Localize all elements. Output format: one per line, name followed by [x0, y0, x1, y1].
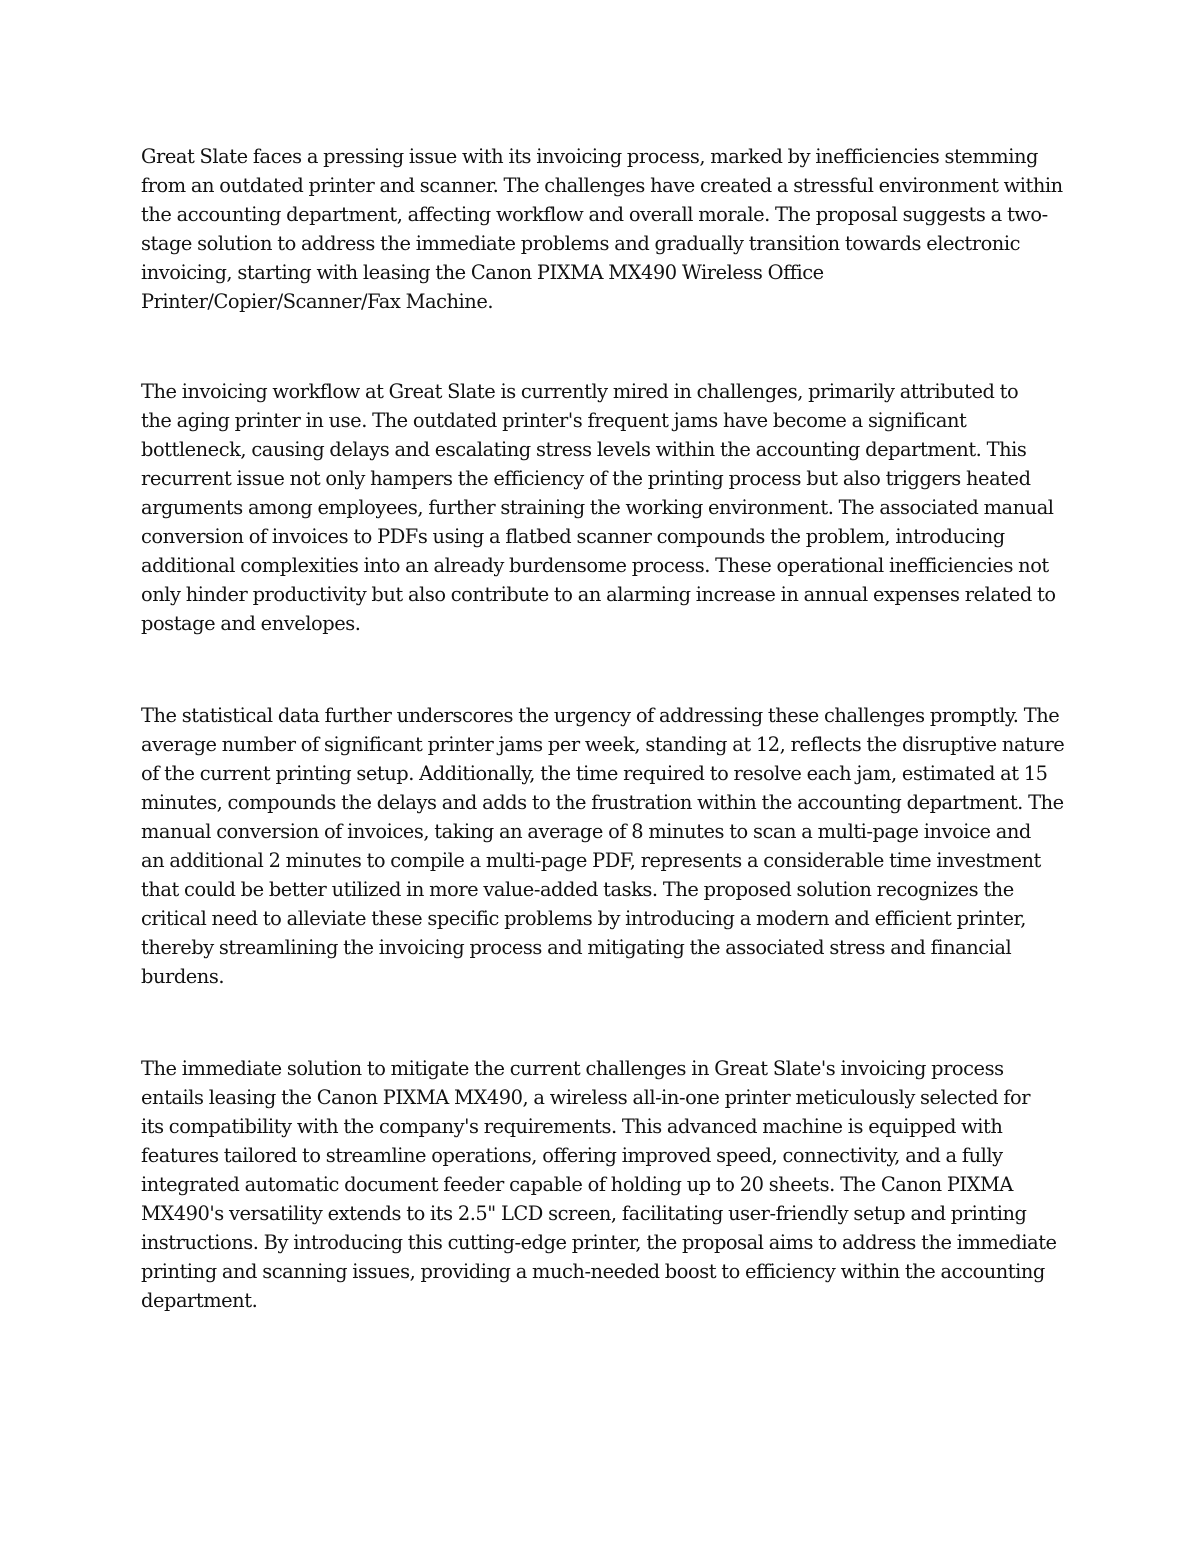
- text-line: an additional 2 minutes to compile a multi-page PDF, represents a considerable time investment: [141, 849, 1041, 872]
- text-line: printing and scanning issues, providing a much-needed boost to efficiency within the accounting: [141, 1260, 1045, 1283]
- text-line: manual conversion of invoices, taking an average of 8 minutes to scan a multi-page invoice and: [141, 820, 1031, 843]
- text-line: only hinder productivity but also contribute to an alarming increase in annual expenses related to: [141, 583, 1056, 606]
- text-line: integrated automatic document feeder capable of holding up to 20 sheets. The Canon PIXMA: [141, 1173, 1013, 1196]
- text-line: from an outdated printer and scanner. The challenges have created a stressful environment within: [141, 174, 1063, 197]
- paragraph-immediate-solution: [141, 1054, 1059, 1315]
- text-line: that could be better utilized in more value-added tasks. The proposed solution recognizes the: [141, 878, 1014, 901]
- text-line: The statistical data further underscores the urgency of addressing these challenges promptly. The: [141, 704, 1060, 727]
- text-line: its compatibility with the company's requirements. This advanced machine is equipped with: [141, 1115, 1003, 1138]
- text-line: thereby streamlining the invoicing process and mitigating the associated stress and financial: [141, 936, 1012, 959]
- text-line: minutes, compounds the delays and adds to the frustration within the accounting department. The: [141, 791, 1064, 814]
- text-line: recurrent issue not only hampers the efficiency of the printing process but also triggers heated: [141, 467, 1031, 490]
- text-line: invoicing, starting with leasing the Canon PIXMA MX490 Wireless Office: [141, 261, 824, 284]
- text-line: additional complexities into an already burdensome process. These operational inefficiencies not: [141, 554, 1049, 577]
- paragraph-introduction: [141, 142, 1063, 316]
- text-line: critical need to alleviate these specific problems by introducing a modern and efficient printer,: [141, 907, 1026, 930]
- text-line: Printer/Copier/Scanner/Fax Machine.: [141, 290, 494, 313]
- text-line: MX490's versatility extends to its 2.5" LCD screen, facilitating user-friendly setup and printing: [141, 1202, 1027, 1225]
- text-line: The invoicing workflow at Great Slate is currently mired in challenges, primarily attributed to: [141, 380, 1019, 403]
- text-line: the accounting department, affecting workflow and overall morale. The proposal suggests a two-: [141, 203, 1048, 226]
- text-line: features tailored to streamline operations, offering improved speed, connectivity, and a fully: [141, 1144, 1003, 1167]
- text-line: instructions. By introducing this cutting-edge printer, the proposal aims to address the immediate: [141, 1231, 1057, 1254]
- text-line: bottleneck, causing delays and escalating stress levels within the accounting department. This: [141, 438, 1027, 461]
- text-line: arguments among employees, further straining the working environment. The associated manual: [141, 496, 1054, 519]
- text-line: entails leasing the Canon PIXMA MX490, a wireless all-in-one printer meticulously selected for: [141, 1086, 1031, 1109]
- text-line: postage and envelopes.: [141, 612, 361, 635]
- text-line: stage solution to address the immediate problems and gradually transition towards electronic: [141, 232, 1020, 255]
- text-line: burdens.: [141, 965, 225, 988]
- paragraph-workflow-challenges: [141, 377, 1059, 638]
- text-line: Great Slate faces a pressing issue with its invoicing process, marked by inefficiencies stemming: [141, 145, 1038, 168]
- text-line: conversion of invoices to PDFs using a flatbed scanner compounds the problem, introducing: [141, 525, 1005, 548]
- text-line: department.: [141, 1289, 258, 1312]
- text-line: average number of significant printer jams per week, standing at 12, reflects the disruptive nature: [141, 733, 1065, 756]
- text-line: of the current printing setup. Additionally, the time required to resolve each jam, estimated at 15: [141, 762, 1048, 785]
- text-line: The immediate solution to mitigate the current challenges in Great Slate's invoicing process: [141, 1057, 1004, 1080]
- text-line: the aging printer in use. The outdated printer's frequent jams have become a significant: [141, 409, 967, 432]
- paragraph-statistical-data: [141, 701, 1065, 991]
